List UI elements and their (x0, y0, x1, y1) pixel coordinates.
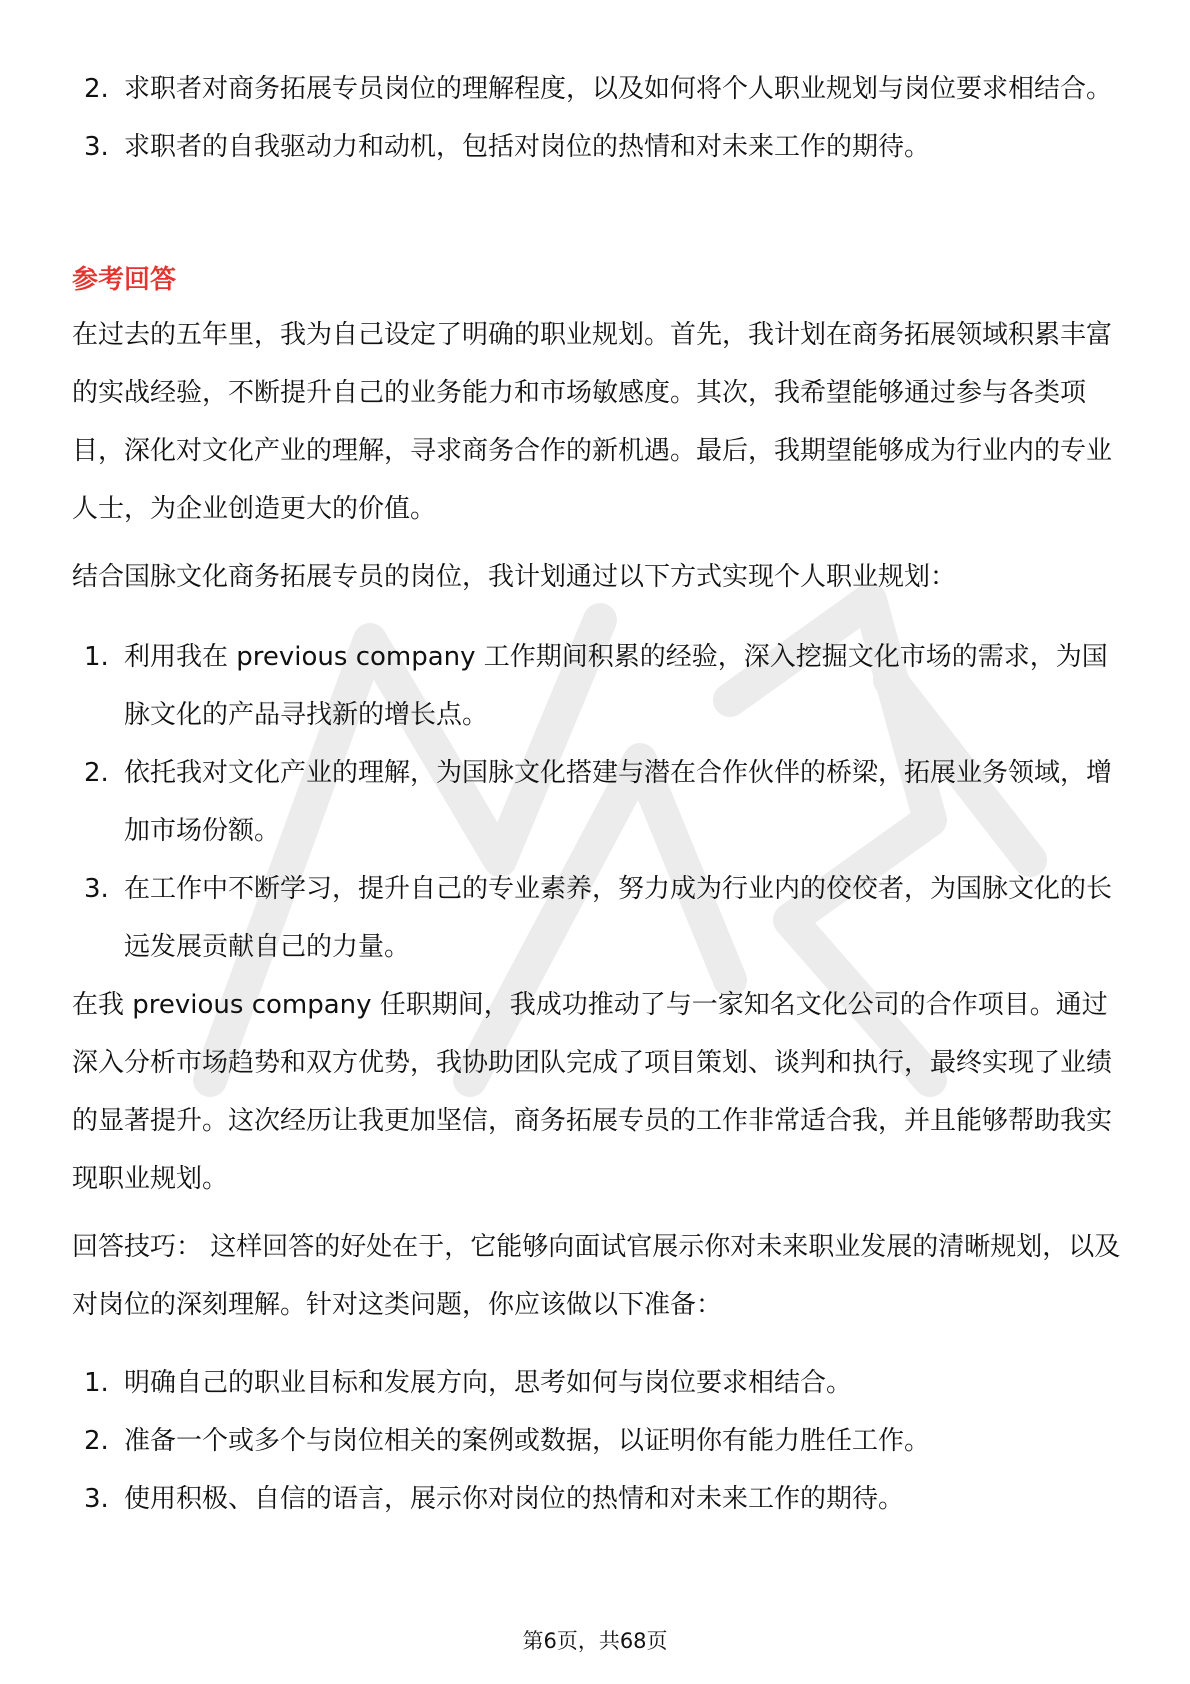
list-number: 3. (84, 132, 109, 162)
list-number: 2. (84, 74, 109, 104)
list-item-text: 使用积极、自信的语言，展示你对岗位的热情和对未来工作的期待。 (124, 1484, 905, 1514)
list-number: 3. (84, 1484, 109, 1514)
list-item (84, 628, 1124, 744)
list-item-text: 准备一个或多个与岗位相关的案例或数据，以证明你有能力胜任工作。 (124, 1426, 931, 1456)
list-number: 1. (84, 1368, 109, 1398)
list-item (84, 1412, 1124, 1470)
page-number-footer: 第6页，共68页 (522, 1629, 668, 1653)
answer-paragraph-3: 在我 previous company 任职期间，我成功推动了与一家知名文化公司的合作项目。通过深入分析市场趋势和双方优势，我协助团队完成了项目策划、谈判和执行，最终实现了业绩的显著提升。这次经历让我更加坚信，商务拓展专员的工作非常适合我，并且能够帮助我实现职业规划。 (72, 990, 1113, 1194)
list-item (84, 1470, 1124, 1528)
list-item-text: 求职者对商务拓展专员岗位的理解程度，以及如何将个人职业规划与岗位要求相结合。 (124, 74, 1113, 104)
list-item-text: 利用我在 previous company 工作期间积累的经验，深入挖掘文化市场的需求，为国脉文化的产品寻找新的增长点。 (124, 642, 1108, 730)
list-item (84, 118, 1124, 176)
list-item-text: 明确自己的职业目标和发展方向，思考如何与岗位要求相结合。 (124, 1368, 853, 1398)
answer-tips-paragraph: 回答技巧： 这样回答的好处在于，它能够向面试官展示你对未来职业发展的清晰规划，以及对岗位的深刻理解。针对这类问题，你应该做以下准备： (72, 1232, 1121, 1320)
reference-answer-heading: 参考回答 (72, 265, 177, 295)
preparation-list (84, 1354, 1124, 1528)
list-item (84, 744, 1124, 860)
list-number: 1. (84, 642, 109, 672)
answer-paragraph-1: 在过去的五年里，我为自己设定了明确的职业规划。首先，我计划在商务拓展领域积累丰富的实战经验，不断提升自己的业务能力和市场敏感度。其次，我希望能够通过参与各类项目，深化对文化产业的理解，寻求商务合作的新机遇。最后，我期望能够成为行业内的专业人士，为企业创造更大的价值。 (72, 320, 1113, 524)
top-question-list (84, 60, 1124, 176)
list-item (84, 1354, 1124, 1412)
list-item-text: 在工作中不断学习，提升自己的专业素养，努力成为行业内的佼佼者，为国脉文化的长远发展贡献自己的力量。 (124, 874, 1113, 962)
plan-list (84, 628, 1124, 976)
list-number: 2. (84, 1426, 109, 1456)
list-item (84, 60, 1124, 118)
list-item-text: 依托我对文化产业的理解，为国脉文化搭建与潜在合作伙伴的桥梁，拓展业务领域，增加市场份额。 (124, 758, 1113, 846)
list-item (84, 860, 1124, 976)
answer-paragraph-2: 结合国脉文化商务拓展专员的岗位，我计划通过以下方式实现个人职业规划： (72, 562, 957, 592)
list-item-text: 求职者的自我驱动力和动机，包括对岗位的热情和对未来工作的期待。 (124, 132, 931, 162)
list-number: 2. (84, 758, 109, 788)
list-number: 3. (84, 874, 109, 904)
